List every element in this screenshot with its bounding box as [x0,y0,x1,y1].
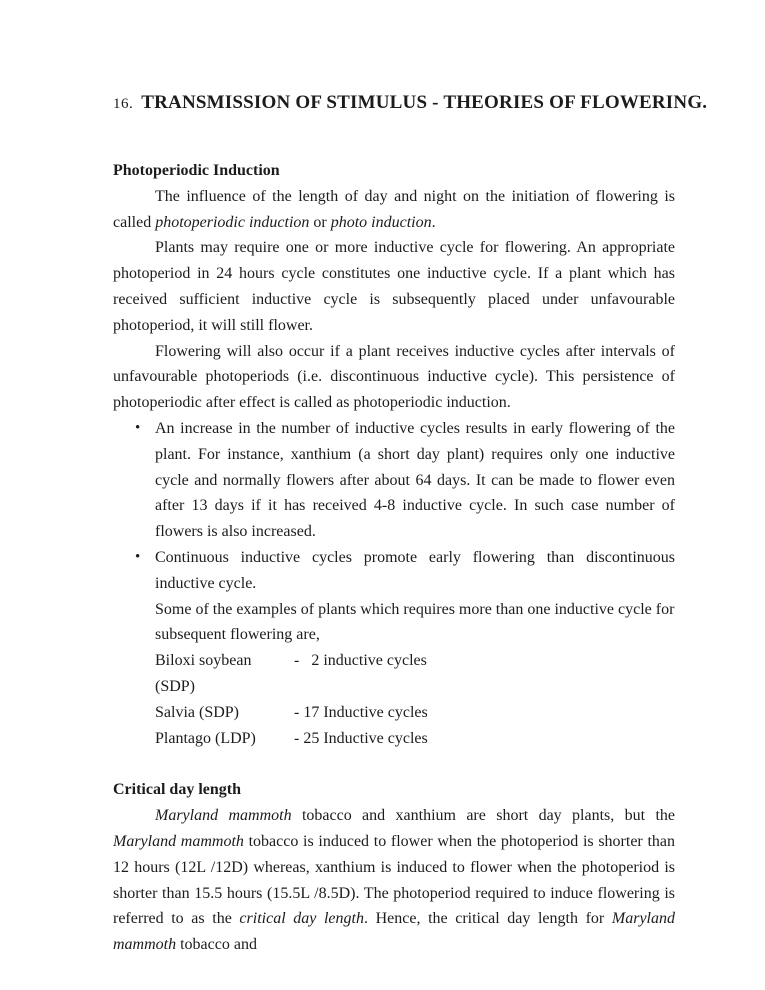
title-text: TRANSMISSION OF STIMULUS - THEORIES OF FLOWERING. [141,92,708,113]
text-run: or [309,213,331,231]
cycle-count: - 17 Inductive cycles [294,703,428,721]
examples-intro-text: Some of the examples of plants which requires more than one inductive cycle for subsequent flowering are, [155,600,675,644]
bullet-item-early-flowering [113,416,675,545]
cycle-count: - 2 inductive cycles [294,652,427,670]
text-run: The influence of the length of day and night on the initiation of flowering is called [113,187,675,231]
bullet-icon: • [135,548,141,565]
text-run: . [431,213,436,231]
paragraph-discontinuous-induction: Flowering will also occur if a plant receives inductive cycles after intervals of unfavourable photoperiods (i.e. discontinuous inductive cycle). This persistence of photoperiodic after effect is called as photoperiodic induction. [113,342,675,412]
text-run-italic: photoperiodic induction [155,213,310,231]
example-row-biloxi [113,648,675,700]
text-run: tobacco is induced to flower when the photoperiod is shorter than 12 hours (12L /12D) whereas, xanthium is induced to flower when the photoperiod is shorter than 15.5 hours (15.5L /8.5D). The photoperiod required to induce flowering is referred to as the [113,832,675,928]
title-number: 16. [113,96,134,112]
text-run-italic: critical day length [239,910,364,928]
example-row-salvia [113,700,675,726]
section-heading-critical-day-length: Critical day length [113,781,241,799]
bullet-item-continuous-cycles [113,545,675,597]
page-title [113,84,708,117]
plant-name: Biloxi soybean (SDP) [155,652,252,695]
cycle-count: - 25 Inductive cycles [294,729,428,747]
section-heading-photoperiodic-induction: Photoperiodic Induction [113,162,280,179]
paragraph-photoperiodic-definition [113,184,675,236]
bullet-text: Continuous inductive cycles promote early flowering than discontinuous inductive cycle. [155,548,675,592]
text-run-italic: photo induction [330,213,432,231]
text-run: . Hence, the critical day length for [363,910,612,928]
text-run: tobacco and xanthium are short day plants, but the [291,807,675,825]
plant-name: Salvia (SDP) [155,703,239,721]
bullet-text: An increase in the number of inductive cycles results in early flowering of the plant. For instance, xanthium (a short day plant) requires only one inductive cycle and normally flowers after about 64 days. It can be made to flower even after 13 days if it has received 4-8 inductive cycle. In such case number of flowers is also increased. [155,419,675,541]
paragraph-inductive-cycle: Plants may require one or more inductive cycle for flowering. An appropriate photoperiod in 24 hours cycle constitutes one inductive cycle. If a plant which has received sufficient inductive cycle is subsequently placed under unfavourable photoperiod, it will still flower. [113,239,675,334]
text-run-italic: Maryland mammoth [155,807,292,825]
plant-name: Plantago (LDP) [155,729,256,747]
text-column [113,0,708,958]
paragraph-critical-day-length [113,803,675,958]
bullet-icon: • [135,419,141,436]
text-run-italic: Maryland mammoth [113,910,675,954]
example-row-plantago [113,726,675,752]
text-run-italic: Maryland mammoth [113,832,244,850]
text-run: tobacco and [176,936,257,954]
